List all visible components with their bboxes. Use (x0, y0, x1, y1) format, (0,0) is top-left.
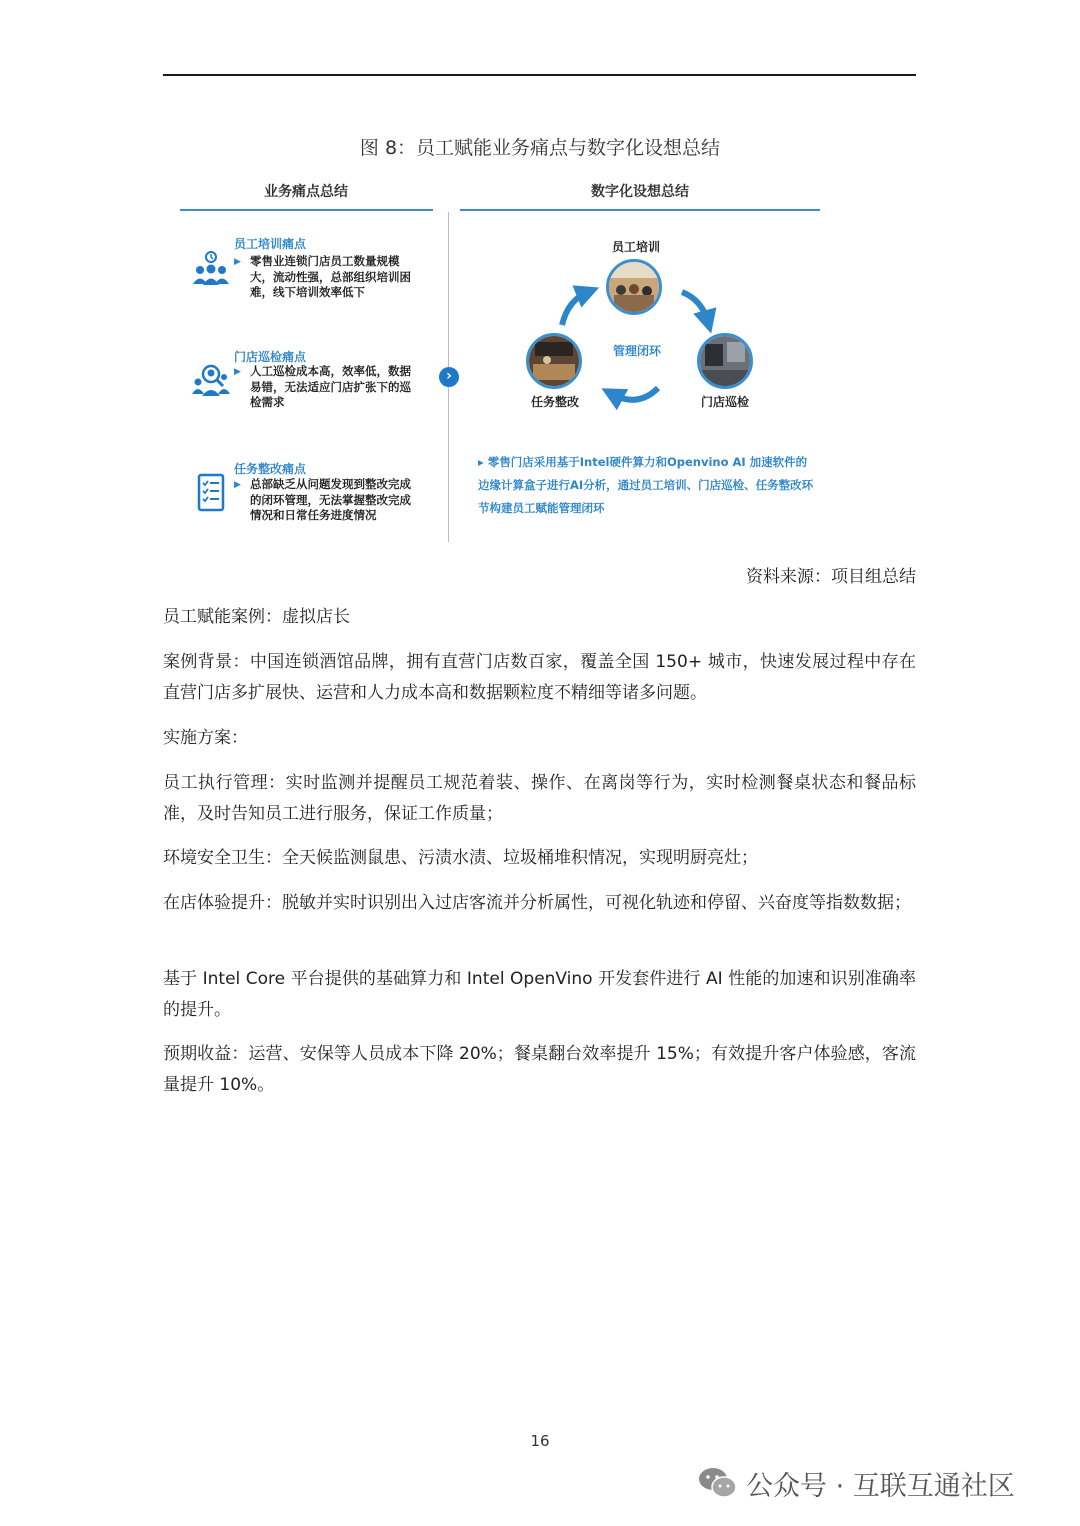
people-group-icon (190, 248, 232, 290)
digital-vision-heading: 数字化设想总结 (591, 184, 689, 200)
figure-title: 图 8：员工赋能业务痛点与数字化设想总结 (359, 137, 721, 159)
environment-paragraph: 环境安全卫生：全天候监测鼠患、污渍水渍、垃圾桶堆积情况，实现明厨亮灶； (163, 848, 758, 868)
case-title: 员工赋能案例：虚拟店长 (163, 607, 350, 627)
chevron-right-icon: › (439, 367, 459, 387)
pain-point-title: 员工培训痛点 (234, 237, 307, 251)
figure-source: 资料来源：项目组总结 (746, 567, 916, 587)
digital-summary: ▸ 零售门店采用基于Intel硬件算力和Openvino AI 加速软件的边缘计算盒子进行AI分析，通过员工培训、门店巡检、任务整改环节构建员工赋能管理闭环 (478, 455, 814, 515)
pain-point-text: 人工巡检成本高，效率低，数据易错，无法适应门店扩张下的巡检需求 (250, 364, 411, 409)
execution-paragraph: 员工执行管理：实时监测并提醒员工规范着装、操作、在离岗等行为，实时检测餐桌状态和餐品标准，及时告知员工进行服务，保证工作质量； (163, 773, 916, 824)
pain-point-title: 门店巡检痛点 (234, 350, 307, 364)
benefits-paragraph: 预期收益：运营、安保等人员成本下降 20%；餐桌翻台效率提升 15%；有效提升客户体验感，客流量提升 10%。 (163, 1044, 916, 1095)
bullet-icon: ▶ (234, 367, 241, 377)
right-heading-rule (460, 209, 820, 211)
bullet-icon: ▶ (234, 480, 241, 490)
watermark-text: 公众号 · 互联互通社区 (746, 1470, 1015, 1502)
page-number: 16 (530, 1432, 550, 1450)
platform-paragraph: 基于 Intel Core 平台提供的基础算力和 Intel OpenVino 开发套件进行 AI 性能的加速和识别准确率的提升。 (163, 969, 916, 1020)
pain-point-text: 零售业连锁门店员工数量规模大，流动性强，总部组织培训困难，线下培训效率低下 (250, 254, 411, 299)
left-heading-rule (180, 209, 433, 211)
case-background: 案例背景：中国连锁酒馆品牌，拥有直营门店数百家，覆盖全国 150+ 城市，快速发展过程中存在直营门店多扩展快、运营和人力成本高和数据颗粒度不精细等诸多问题。 (163, 652, 916, 703)
team-inspection-icon (190, 360, 232, 402)
pain-point-text: 总部缺乏从问题发现到整改完成的闭环管理，无法掌握整改完成情况和日常任务进度情况 (250, 477, 411, 522)
loop-center-label: 管理闭环 (612, 344, 661, 358)
pain-point-title: 任务整改痛点 (234, 462, 307, 476)
loop-node-label: 门店巡检 (700, 395, 749, 409)
plan-heading: 实施方案： (163, 728, 248, 748)
loop-node-label: 任务整改 (530, 395, 579, 409)
loop-node-label: 员工培训 (611, 240, 660, 254)
pain-points-heading: 业务痛点总结 (264, 184, 348, 200)
bullet-icon: ▶ (234, 257, 241, 267)
checklist-icon (190, 472, 232, 514)
header-rule (163, 74, 916, 76)
wechat-icon (698, 1466, 738, 1500)
watermark (698, 1463, 1015, 1503)
experience-paragraph: 在店体验提升：脱敏并实时识别出入过店客流并分析属性，可视化轨迹和停留、兴奋度等指数数据； (163, 893, 911, 913)
